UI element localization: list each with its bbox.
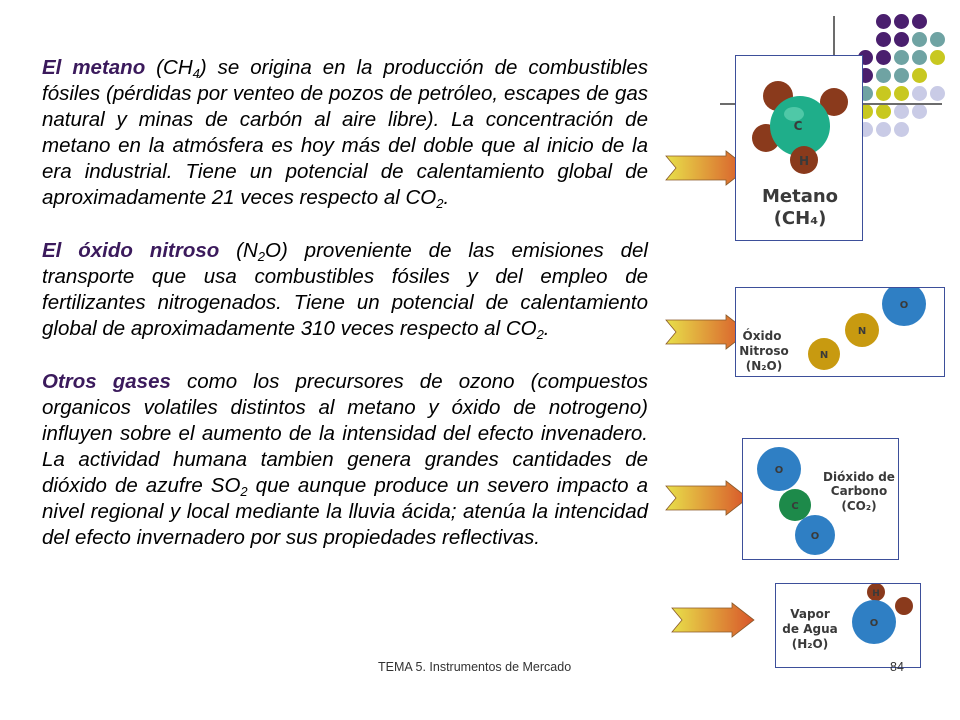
paragraph-otros-gases: [42, 369, 648, 551]
image-label: (CO₂): [841, 499, 877, 513]
decorative-dot: [894, 86, 909, 101]
image-label: Nitroso: [739, 344, 789, 358]
hydrogen-atom: [895, 597, 913, 615]
decorative-dot: [912, 50, 927, 65]
image-label: Metano: [761, 186, 839, 207]
lead-oxido-nitroso: El óxido nitroso: [42, 239, 220, 262]
image-label: Carbono: [830, 484, 888, 498]
decorative-dot: [876, 122, 891, 137]
text-segment: (CH: [145, 56, 193, 79]
decorative-dot: [876, 14, 891, 29]
decorative-dot: [930, 32, 945, 47]
text-segment: que aunque produce un severo impacto a nivel regional y local mediante la lluvia ácida; atenúa la intencidad del efecto invernadero por sus propiedades reflectivas.: [42, 474, 648, 549]
atom-label: H: [798, 154, 810, 168]
page-number: 84: [890, 660, 904, 674]
text-segment: .: [443, 186, 450, 209]
text-segment: O) proveniente de las emisiones del transporte que usa combustibles fósiles y del empleo de fertilizantes nitrogenados. Tiene un potencial de calentamiento global de aproximadamente 310 veces respecto al CO: [42, 239, 648, 340]
subscript: 2: [436, 196, 444, 211]
paragraph-metano: [42, 55, 648, 211]
lead-metano: El metano: [42, 56, 146, 79]
atom-label: N: [857, 326, 867, 337]
image-label: (CH₄): [773, 208, 827, 229]
decorative-dot: [930, 86, 945, 101]
decorative-dot: [894, 14, 909, 29]
decorative-dot: [912, 104, 927, 119]
atom-label: H: [872, 589, 880, 599]
atom-label: O: [869, 618, 879, 629]
body-text: [42, 55, 648, 578]
decorative-dot: [894, 68, 909, 83]
footer-title: TEMA 5. Instrumentos de Mercado: [378, 660, 572, 674]
vapor-agua-molecule-image: [775, 583, 921, 668]
decorative-dot: [912, 32, 927, 47]
decorative-dot: [876, 86, 891, 101]
oxido-nitroso-molecule-image: [735, 287, 945, 377]
atom-label: N: [819, 350, 829, 361]
decorative-dot: [876, 50, 891, 65]
decorative-dot: [876, 32, 891, 47]
decorative-dot: [894, 32, 909, 47]
paragraph-oxido-nitroso: [42, 238, 648, 342]
atom-label: C: [791, 501, 799, 512]
decorative-dot: [876, 104, 891, 119]
dioxido-carbono-molecule-image: [742, 438, 899, 560]
decorative-dot: [894, 104, 909, 119]
image-label: Óxido: [742, 329, 782, 343]
arrow-icon: [670, 602, 756, 638]
text-segment: como los precursores de ozono (compuestos organicos volatiles distintos al metano y óxido de notrogeno) influyen sobre el aumento de la intensidad del efecto invenadero. La actividad humana tambien genera grandes cantidades de dióxido de azufre SO: [42, 370, 648, 497]
image-label: (H₂O): [791, 637, 829, 651]
subscript: 2: [257, 249, 266, 264]
text-segment: ) se origina en la producción de combustibles fósiles (pérdidas por venteo de pozos de petróleo, escapes de gas natural y minas de carbón al aire libre). La concentración de metano en la atmósfera es hoy más del doble que al inicio de la era industrial. Tiene un potencial de calentamiento global de aproximadamente 21 veces respecto al CO: [42, 56, 649, 209]
text-segment: .: [543, 317, 550, 340]
subscript: 2: [536, 327, 544, 342]
image-label: (N₂O): [745, 359, 783, 373]
atom-label: O: [774, 465, 784, 476]
arrow-icon: [664, 480, 750, 516]
text-segment: (N: [219, 239, 258, 262]
subscript: 2: [240, 484, 248, 499]
metano-molecule-image: [735, 55, 863, 241]
decorative-dot: [894, 50, 909, 65]
lead-otros-gases: Otros gases: [42, 370, 171, 393]
decorative-dot: [894, 122, 909, 137]
atom-label: C: [793, 119, 803, 133]
decorative-dot: [912, 14, 927, 29]
decorative-dot: [876, 68, 891, 83]
subscript: 4: [192, 66, 200, 81]
image-label: Vapor: [790, 607, 830, 621]
atom-label: O: [899, 300, 909, 311]
atom-label: O: [810, 531, 820, 542]
decorative-dot: [930, 50, 945, 65]
decorative-dot: [912, 86, 927, 101]
decorative-dot: [912, 68, 927, 83]
image-label: Dióxido de: [823, 470, 895, 484]
image-label: de Agua: [782, 622, 838, 636]
